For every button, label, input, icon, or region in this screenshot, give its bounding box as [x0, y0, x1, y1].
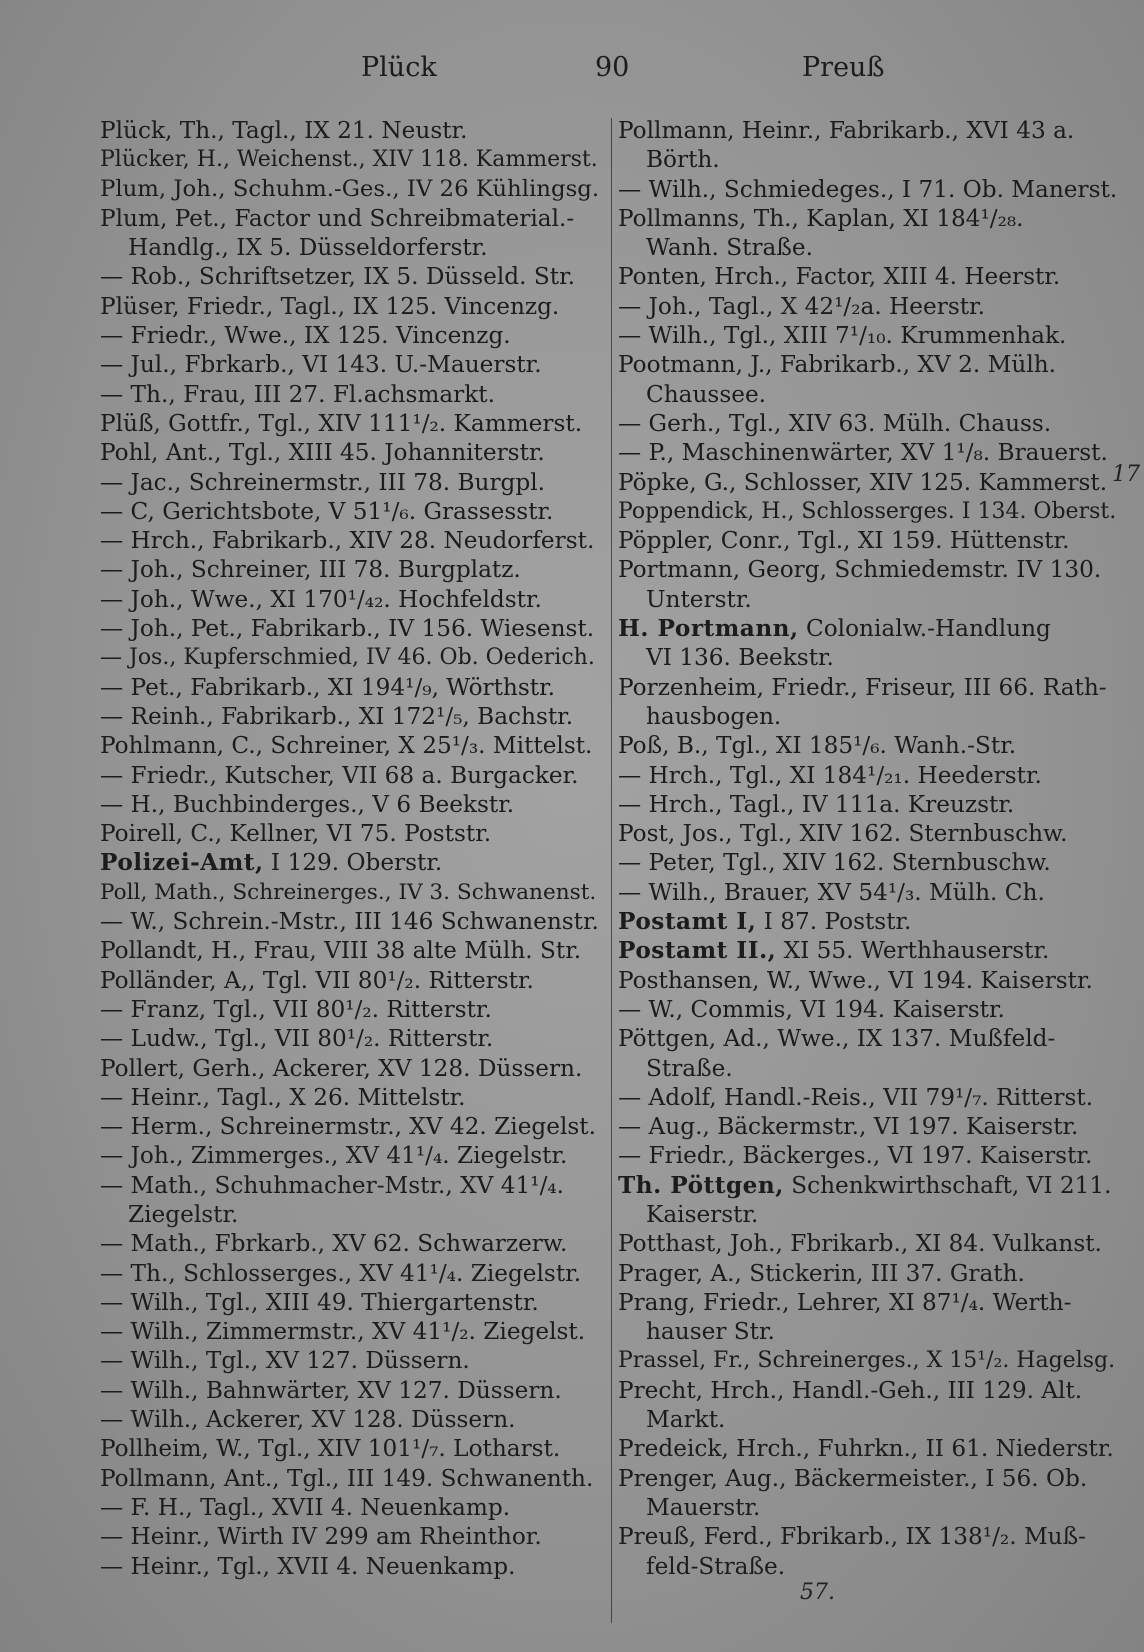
directory-entry: — Rob., Schriftsetzer, IX 5. Düsseld. Str. [100, 263, 575, 291]
directory-entry: Prager, A., Stickerin, III 37. Grath. [618, 1259, 1025, 1287]
page-header [0, 52, 1144, 92]
directory-entry: Pollmanns, Th., Kaplan, XI 184¹/₂₈. [618, 204, 1024, 232]
directory-entry: Plücker, H., Weichenst., XIV 118. Kammerst. [100, 147, 598, 173]
directory-entry: — Peter, Tgl., XIV 162. Sternbuschw. [618, 849, 1051, 877]
entry-continuation: Kaiserstr. [646, 1200, 759, 1228]
directory-entry: Pohlmann, C., Schreiner, X 25¹/₃. Mittelst. [100, 732, 593, 760]
directory-entry: Porzenheim, Friedr., Friseur, III 66. Rath- [618, 673, 1107, 701]
directory-entry: — Wilh., Tgl., XIII 49. Thiergartenstr. [100, 1288, 539, 1316]
entry-continuation: hauser Str. [646, 1318, 775, 1346]
directory-entry: — Joh., Wwe., XI 170¹/₄₂. Hochfeldstr. [100, 585, 542, 613]
directory-entry: — P., Maschinenwärter, XV 1¹/₈. Brauerst. [618, 439, 1108, 467]
directory-entry [618, 614, 1118, 643]
entry-continuation: Unterstr. [646, 585, 752, 613]
left-column [100, 116, 600, 1581]
directory-entry: — Math., Schuhmacher-Mstr., XV 41¹/₄. [100, 1171, 565, 1199]
entry-continuation: Markt. [646, 1406, 726, 1434]
entry-continuation: feld-Straße. [646, 1552, 786, 1580]
entry-bold-name: H. Portmann, [618, 615, 799, 643]
directory-entry: Precht, Hrch., Handl.-Geh., III 129. Alt. [618, 1376, 1083, 1404]
directory-entry: — Joh., Zimmerges., XV 41¹/₄. Ziegelstr. [100, 1142, 568, 1170]
entry-details: I 87. Poststr. [756, 908, 912, 936]
directory-entry: — Wilh., Bahnwärter, XV 127. Düssern. [100, 1376, 562, 1404]
directory-entry: Pollmann, Ant., Tgl., III 149. Schwanenth. [100, 1464, 594, 1492]
directory-entry: — Wilh., Tgl., XIII 7¹/₁₀. Krummenhak. [618, 322, 1067, 350]
directory-entry: — Reinh., Fabrikarb., XI 172¹/₅, Bachstr. [100, 702, 574, 730]
directory-entry: — W., Commis, VI 194. Kaiserstr. [618, 995, 1005, 1023]
directory-entry: — W., Schrein.-Mstr., III 146 Schwanenstr. [100, 908, 599, 936]
directory-entry: Pollert, Gerh., Ackerer, XV 128. Düssern. [100, 1054, 583, 1082]
directory-entry: Poirell, C., Kellner, VI 75. Poststr. [100, 820, 492, 848]
directory-entry: — C, Gerichtsbote, V 51¹/₆. Grassesstr. [100, 497, 554, 525]
directory-entry: Poppendick, H., Schlosserges. I 134. Oberst. [618, 498, 1117, 524]
directory-entry: Pollmann, Heinr., Fabrikarb., XVI 43 a. [618, 117, 1075, 144]
header-left-keyword: Plück [361, 52, 437, 83]
entry-bold-name: Postamt I, [618, 908, 757, 936]
directory-entry [618, 907, 1118, 936]
directory-entry: — Heinr., Tagl., X 26. Mittelstr. [100, 1083, 466, 1111]
directory-entry: — Jac., Schreinermstr., III 78. Burgpl. [100, 468, 546, 496]
entry-bold-name: Postamt II., [618, 937, 777, 965]
directory-entry: — Math., Fbrkarb., XV 62. Schwarzerw. [100, 1230, 568, 1258]
column-divider [611, 118, 612, 1623]
directory-entry: — Wilh., Zimmermstr., XV 41¹/₂. Ziegelst. [100, 1318, 586, 1346]
directory-entry: — Franz, Tgl., VII 80¹/₂. Ritterstr. [100, 995, 492, 1023]
directory-entry [618, 936, 1118, 965]
directory-entry: — H., Buchbinderges., V 6 Beekstr. [100, 790, 515, 818]
directory-entry: — Hrch., Tagl., IV 111a. Kreuzstr. [618, 790, 1015, 818]
directory-entry: — Wilh., Tgl., XV 127. Düssern. [100, 1347, 470, 1375]
handwritten-note: 57. [800, 1580, 835, 1605]
directory-entry: Plüser, Friedr., Tagl., IX 125. Vincenzg. [100, 292, 560, 320]
entry-continuation: Chaussee. [646, 380, 767, 408]
directory-entry: Pollandt, H., Frau, VIII 38 alte Mülh. Str. [100, 937, 582, 965]
directory-entry: — Friedr., Wwe., IX 125. Vincenzg. [100, 322, 511, 350]
entry-details: Schenkwirthschaft, VI 211. [783, 1171, 1112, 1199]
directory-entry: — Joh., Tagl., X 42¹/₂a. Heerstr. [618, 292, 985, 320]
entry-continuation: Ziegelstr. [128, 1200, 239, 1228]
entry-details: Colonialw.-Handlung [798, 615, 1051, 643]
directory-entry: — Aug., Bäckermstr., VI 197. Kaiserstr. [618, 1113, 1079, 1141]
directory-entry: Polländer, A,, Tgl. VII 80¹/₂. Ritterstr. [100, 966, 534, 994]
directory-entry: Plüß, Gottfr., Tgl., XIV 111¹/₂. Kammerst. [100, 409, 583, 437]
page-number: 90 [595, 52, 630, 83]
directory-entry: — Joh., Schreiner, III 78. Burgplatz. [100, 556, 521, 584]
margin-note: 17 [1112, 462, 1140, 487]
directory-entry: Prenger, Aug., Bäckermeister., I 56. Ob. [618, 1464, 1088, 1492]
entry-bold-name: Polizei-Amt, [100, 849, 264, 877]
directory-entry: — Jul., Fbrkarb., VI 143. U.-Mauerstr. [100, 351, 542, 379]
directory-entry: — Adolf, Handl.-Reis., VII 79¹/₇. Ritterst. [618, 1083, 1094, 1111]
directory-entry: Poll, Math., Schreinerges., IV 3. Schwanenst. [100, 879, 597, 905]
right-column [618, 116, 1118, 1581]
directory-entry: — Hrch., Fabrikarb., XIV 28. Neudorferst. [100, 527, 595, 555]
directory-entry: Preuß, Ferd., Fbrikarb., IX 138¹/₂. Muß- [618, 1523, 1086, 1551]
directory-entry: — Heinr., Tgl., XVII 4. Neuenkamp. [100, 1552, 516, 1580]
directory-entry: — F. H., Tagl., XVII 4. Neuenkamp. [100, 1493, 511, 1521]
directory-entry: — Th., Frau, III 27. Fl.achsmarkt. [100, 380, 495, 408]
entry-bold-name: Th. Pöttgen, [618, 1171, 784, 1199]
directory-entry: Ponten, Hrch., Factor, XIII 4. Heerstr. [618, 263, 1061, 291]
directory-entry: — Pet., Fabrikarb., XI 194¹/₉, Wörthstr. [100, 673, 555, 701]
directory-entry: — Joh., Pet., Fabrikarb., IV 156. Wiesenst. [100, 615, 595, 643]
directory-entry: Predeick, Hrch., Fuhrkn., II 61. Niederstr. [618, 1435, 1114, 1463]
directory-entry: Posthansen, W., Wwe., VI 194. Kaiserstr. [618, 966, 1093, 994]
entry-continuation: VI 136. Beekstr. [646, 644, 834, 672]
directory-entry: — Ludw., Tgl., VII 80¹/₂. Ritterstr. [100, 1025, 494, 1053]
directory-entry: Pollheim, W., Tgl., XIV 101¹/₇. Lotharst. [100, 1435, 561, 1463]
entry-details: I 129. Oberstr. [263, 849, 443, 877]
directory-entry: Plum, Joh., Schuhm.-Ges., IV 26 Kühlingsg. [100, 175, 600, 202]
directory-entry: Pohl, Ant., Tgl., XIII 45. Johanniterstr. [100, 439, 545, 467]
entry-continuation: Wanh. Straße. [646, 234, 813, 262]
directory-entry: — Wilh., Ackerer, XV 128. Düssern. [100, 1406, 516, 1434]
directory-entry: — Herm., Schreinermstr., XV 42. Ziegelst. [100, 1113, 596, 1141]
directory-entry: — Th., Schlosserges., XV 41¹/₄. Ziegelstr. [100, 1259, 582, 1287]
header-right-keyword: Preuß [802, 52, 885, 83]
entry-continuation: Mauerstr. [646, 1493, 761, 1521]
directory-entry: Post, Jos., Tgl., XIV 162. Sternbuschw. [618, 820, 1068, 848]
entry-details: XI 55. Werthhauserstr. [776, 937, 1050, 965]
directory-entry: Pöppler, Conr., Tgl., XI 159. Hüttenstr. [618, 527, 1070, 555]
directory-entry: — Wilh., Brauer, XV 54¹/₃. Mülh. Ch. [618, 878, 1045, 906]
entry-continuation: Straße. [646, 1054, 733, 1082]
entry-continuation: Börth. [646, 146, 720, 174]
directory-entry [618, 1171, 1118, 1200]
entry-continuation: hausbogen. [646, 702, 782, 730]
directory-entry: Pöpke, G., Schlosser, XIV 125. Kammerst. [618, 468, 1108, 496]
directory-entry: Pöttgen, Ad., Wwe., IX 137. Mußfeld- [618, 1025, 1056, 1053]
directory-entry: — Heinr., Wirth IV 299 am Rheinthor. [100, 1523, 542, 1551]
directory-entry: — Friedr., Bäckerges., VI 197. Kaiserstr. [618, 1142, 1093, 1170]
directory-entry: Poß, B., Tgl., XI 185¹/₆. Wanh.-Str. [618, 732, 1017, 760]
directory-entry: Potthast, Joh., Fbrikarb., XI 84. Vulkanst. [618, 1230, 1102, 1258]
directory-entry: — Friedr., Kutscher, VII 68 a. Burgacker. [100, 761, 579, 789]
directory-entry: — Jos., Kupferschmied, IV 46. Ob. Oederich. [100, 645, 595, 671]
directory-entry: Plum, Pet., Factor und Schreibmaterial.- [100, 204, 575, 232]
directory-entry: Prassel, Fr., Schreinerges., X 15¹/₂. Hagelsg. [618, 1348, 1116, 1374]
directory-entry: — Wilh., Schmiedeges., I 71. Ob. Manerst. [618, 175, 1118, 203]
directory-entry: Portmann, Georg, Schmiedemstr. IV 130. [618, 556, 1102, 584]
directory-entry: — Hrch., Tgl., XI 184¹/₂₁. Heederstr. [618, 761, 1042, 789]
directory-entry: Plück, Th., Tagl., IX 21. Neustr. [100, 117, 468, 144]
directory-entry: Prang, Friedr., Lehrer, XI 87¹/₄. Werth- [618, 1288, 1072, 1316]
directory-entry: — Gerh., Tgl., XIV 63. Mülh. Chauss. [618, 409, 1052, 437]
directory-entry [100, 848, 600, 877]
directory-entry: Pootmann, J., Fabrikarb., XV 2. Mülh. [618, 351, 1057, 379]
entry-continuation: Handlg., IX 5. Düsseldorferstr. [128, 234, 488, 262]
